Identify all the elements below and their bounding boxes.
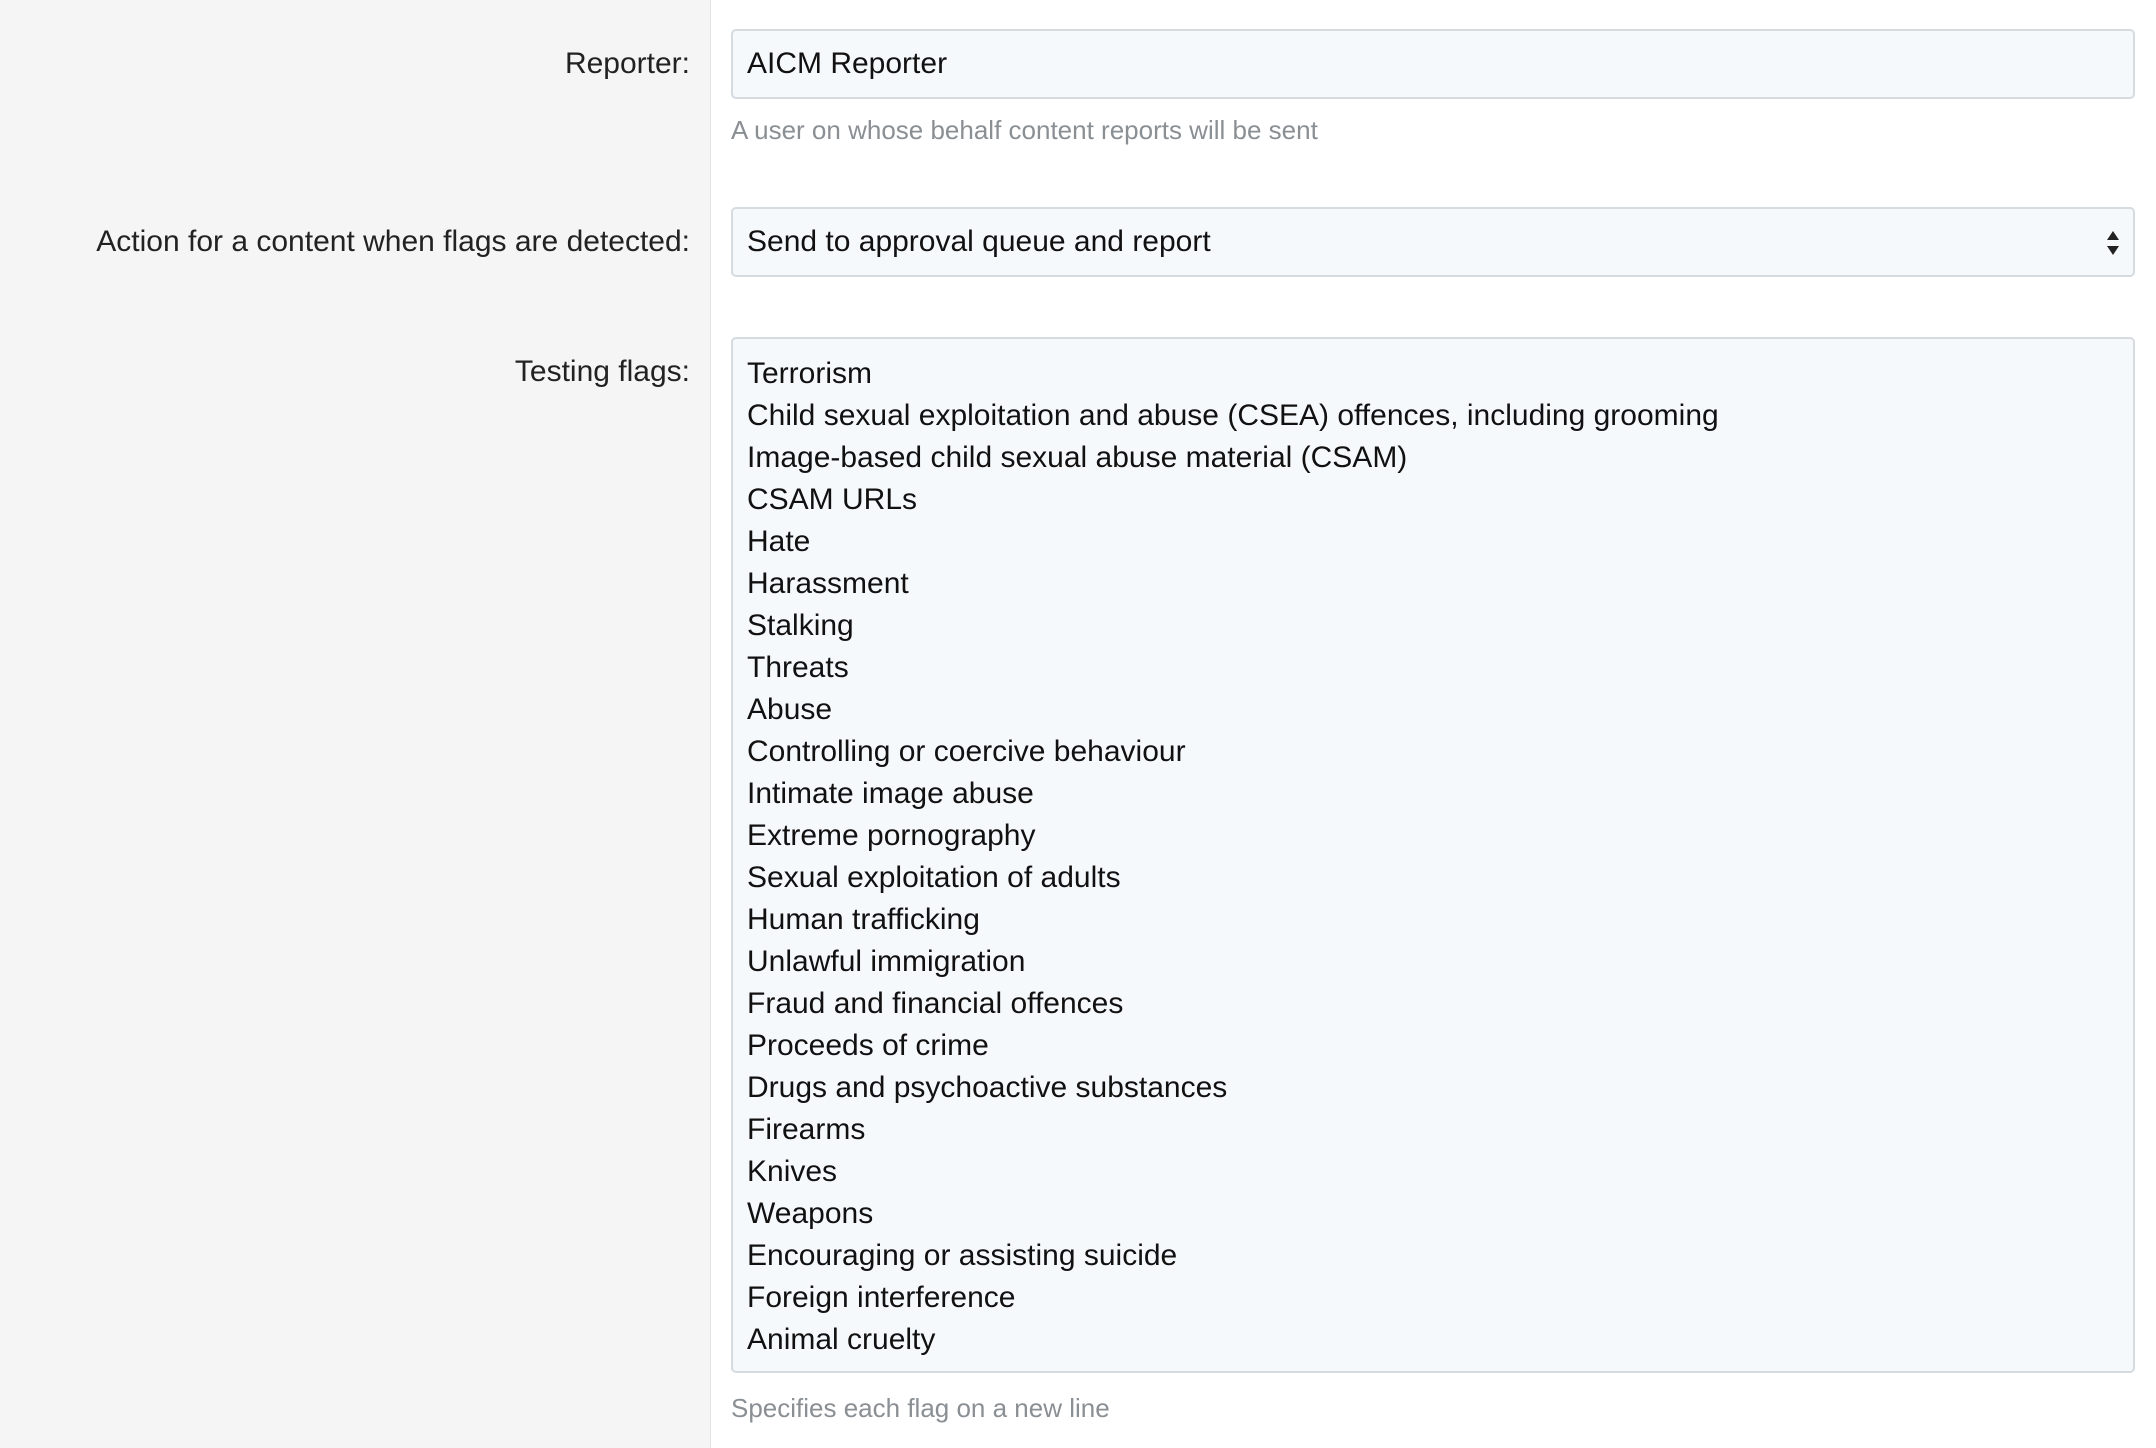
action-select-value: Send to approval queue and report — [747, 225, 1211, 258]
reporter-label: Reporter: — [564, 47, 690, 80]
flag-line: Firearms — [747, 1113, 866, 1146]
flag-line: Image-based child sexual abuse material (CSAM) — [747, 441, 1408, 474]
flag-line: Encouraging or assisting suicide — [747, 1239, 1178, 1272]
flag-line: Drugs and psychoactive substances — [747, 1071, 1228, 1104]
reporter-input[interactable]: AICM Reporter — [731, 29, 2135, 99]
flag-line: Knives — [747, 1155, 838, 1188]
testing-flags-help-text: Specifies each flag on a new line — [731, 1393, 1110, 1423]
flag-line: Extreme pornography — [747, 819, 1036, 852]
testing-flags-label: Testing flags: — [514, 355, 690, 388]
flag-line: Fraud and financial offences — [747, 987, 1124, 1020]
flag-line: Sexual exploitation of adults — [747, 861, 1121, 894]
flag-line: Proceeds of crime — [747, 1029, 989, 1062]
select-arrows-icon — [2105, 229, 2121, 257]
flag-line: Human trafficking — [747, 903, 980, 936]
testing-flags-textarea[interactable] — [731, 337, 2135, 1373]
flag-line: Terrorism — [747, 357, 872, 390]
flag-line: Weapons — [747, 1197, 874, 1230]
flag-line: Threats — [747, 651, 849, 684]
flag-line: Controlling or coercive behaviour — [747, 735, 1186, 768]
label-column — [0, 0, 711, 1448]
flag-line: Harassment — [747, 567, 909, 600]
flag-line: Stalking — [747, 609, 854, 642]
action-select[interactable] — [731, 207, 2135, 277]
flag-line: Intimate image abuse — [747, 777, 1034, 810]
flag-line: Foreign interference — [747, 1281, 1016, 1314]
reporter-help-text: A user on whose behalf content reports will be sent — [731, 115, 1318, 145]
flag-line: Hate — [747, 525, 811, 558]
flag-line: Child sexual exploitation and abuse (CSEA) offences, including grooming — [747, 399, 1719, 432]
flag-line: CSAM URLs — [747, 483, 918, 516]
action-label: Action for a content when flags are detected: — [96, 225, 690, 258]
flag-line: Animal cruelty — [747, 1323, 936, 1356]
flag-line: Abuse — [747, 693, 833, 726]
flag-line: Unlawful immigration — [747, 945, 1026, 978]
